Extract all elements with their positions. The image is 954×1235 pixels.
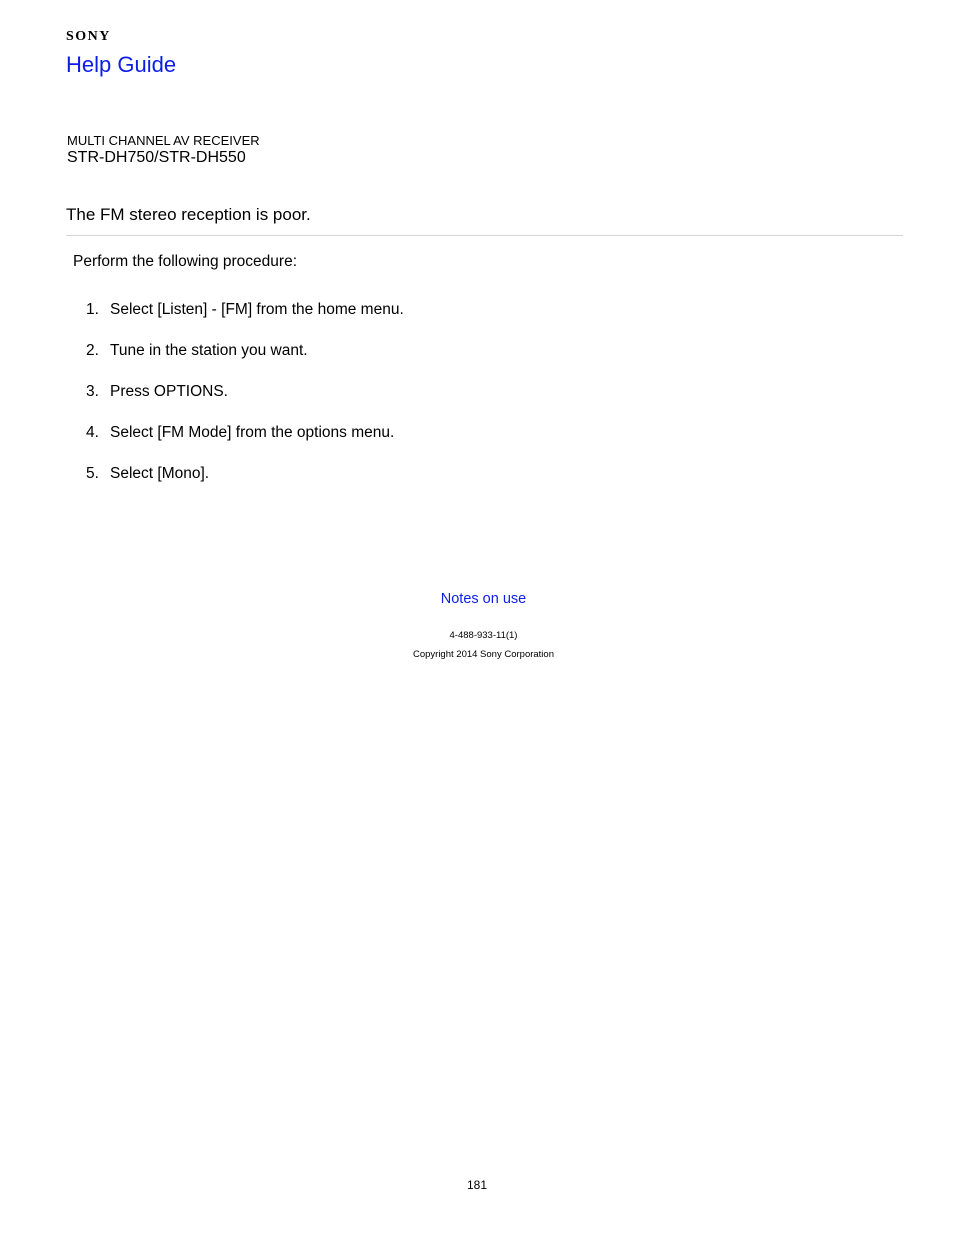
step-text: Press OPTIONS.: [110, 383, 228, 400]
step-text: Tune in the station you want.: [110, 342, 308, 359]
help-guide-link[interactable]: Help Guide: [66, 52, 177, 77]
step-item: [86, 383, 404, 424]
notes-on-use-link[interactable]: [0, 591, 954, 608]
procedure-steps: [86, 301, 404, 506]
step-text: Select [Mono].: [110, 465, 210, 482]
step-item: [86, 301, 404, 342]
document-code: 4-488-933-11(1): [449, 630, 518, 641]
step-number: 5.: [86, 465, 99, 482]
step-item: [86, 465, 404, 506]
step-number: 1.: [86, 301, 99, 318]
step-item: [86, 342, 404, 383]
product-category: MULTI CHANNEL AV RECEIVER: [67, 133, 260, 148]
step-item: [86, 424, 404, 465]
step-number: 4.: [86, 424, 99, 441]
step-number: 2.: [86, 342, 99, 359]
procedure-intro: Perform the following procedure:: [73, 253, 298, 270]
page-number: 181: [466, 1178, 488, 1192]
copyright-notice: Copyright 2014 Sony Corporation: [412, 649, 554, 660]
step-text: Select [Listen] - [FM] from the home menu.: [110, 301, 404, 318]
step-number: 3.: [86, 383, 99, 400]
product-model: STR-DH750/STR-DH550: [67, 149, 246, 166]
title-divider: [66, 235, 903, 236]
step-text: Select [FM Mode] from the options menu.: [110, 424, 395, 441]
notes-on-use-label[interactable]: Notes on use: [440, 591, 527, 607]
sony-logo: SONY: [66, 29, 111, 44]
page-title: The FM stereo reception is poor.: [66, 205, 311, 224]
